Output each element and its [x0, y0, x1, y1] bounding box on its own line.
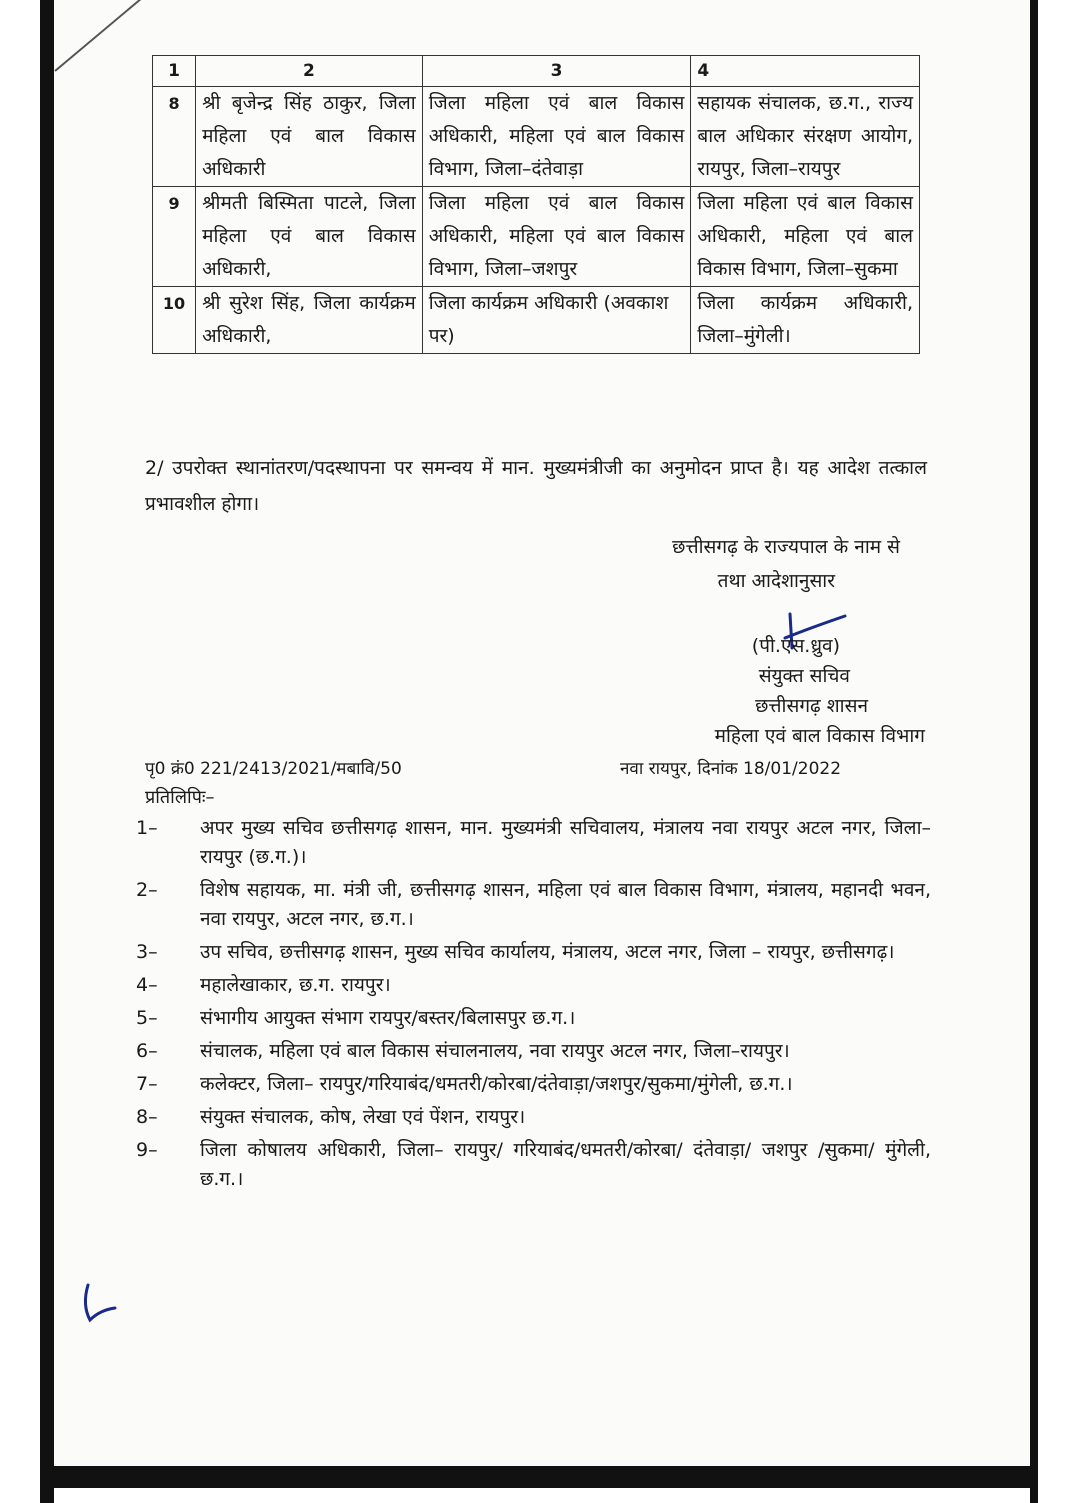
- table-header-row: [153, 56, 920, 87]
- signatory-designation: संयुक्त सचिव: [758, 665, 850, 687]
- handwritten-initial-mark: [80, 1280, 130, 1330]
- table-row: [153, 187, 920, 287]
- column-header: 4: [691, 56, 920, 87]
- copy-to-list: [136, 814, 931, 1198]
- column-header: 2: [196, 56, 423, 87]
- reference-number: पृ0 क्रं0 221/2413/2021/मबावि/50: [145, 759, 402, 779]
- list-item: 6– संचालक, महिला एवं बाल विकास संचालनालय, नवा रायपुर अटल नगर, जिला–रायपुर।: [136, 1040, 790, 1062]
- current-post: जिला महिला एवं बाल विकास अधिकारी, महिला एवं बाल विकास विभाग, जिला–दंतेवाड़ा: [422, 87, 691, 187]
- current-post: जिला महिला एवं बाल विकास अधिकारी, महिला एवं बाल विकास विभाग, जिला–जशपुर: [422, 187, 691, 287]
- list-item: 3– उप सचिव, छत्तीसगढ़ शासन, मुख्य सचिव कार्यालय, मंत्रालय, अटल नगर, जिला – रायपुर, छत्तीसगढ़।: [136, 941, 895, 963]
- signature-line-1: छत्तीसगढ़ के राज्यपाल के नाम से: [672, 536, 900, 558]
- new-post: जिला कार्यक्रम अधिकारी, जिला–मुंगेली।: [691, 287, 920, 354]
- scan-border-bottom: [40, 1466, 1038, 1488]
- new-post: जिला महिला एवं बाल विकास अधिकारी, महिला एवं बाल विकास विभाग, जिला–सुकमा: [691, 187, 920, 287]
- list-item: 7– कलेक्टर, जिला– रायपुर/गरियाबंद/धमतरी/कोरबा/दंतेवाड़ा/जशपुर/सुकमा/मुंगेली, छ.ग.।: [136, 1073, 793, 1095]
- row-number: 8: [153, 87, 196, 187]
- officer-name: श्रीमती बिस्मिता पाटले, जिला महिला एवं बाल विकास अधिकारी,: [196, 187, 423, 287]
- signatory-government: छत्तीसगढ़ शासन: [755, 695, 868, 717]
- list-item: 8– संयुक्त संचालक, कोष, लेखा एवं पेंशन, रायपुर।: [136, 1106, 526, 1128]
- approval-paragraph: 2/ उपरोक्त स्थानांतरण/पदस्थापना पर समन्वय में मान. मुख्यमंत्रीजी का अनुमोदन प्राप्त है। यह आदेश तत्काल प्रभावशील होगा।: [145, 457, 927, 515]
- table-row: [153, 87, 920, 187]
- place-date: नवा रायपुर, दिनांक 18/01/2022: [620, 759, 842, 779]
- signatory-name: (पी.एस.ध्रुव): [751, 635, 840, 657]
- copy-to-label: प्रतिलिपिः–: [145, 787, 215, 808]
- current-post: जिला कार्यक्रम अधिकारी (अवकाश पर): [422, 287, 691, 354]
- scan-border-right: [1030, 0, 1038, 1503]
- list-item: 2– विशेष सहायक, मा. मंत्री जी, छत्तीसगढ़ शासन, महिला एवं बाल विकास विभाग, मंत्रालय, महानदी भवन, नवा रायपुर, अटल नगर, छ.ग.।: [136, 879, 931, 930]
- signatory-department: महिला एवं बाल विकास विभाग: [714, 725, 925, 747]
- officer-name: श्री बृजेन्द्र सिंह ठाकुर, जिला महिला एवं बाल विकास अधिकारी: [196, 87, 423, 187]
- transfer-table: [152, 55, 920, 354]
- list-item: 9– जिला कोषालय अधिकारी, जिला– रायपुर/ गरियाबंद/धमतरी/कोरबा/ दंतेवाड़ा/ जशपुर /सुकमा/ मुंगेली, छ.ग.।: [136, 1139, 931, 1190]
- new-post: सहायक संचालक, छ.ग., राज्य बाल अधिकार संरक्षण आयोग, रायपुर, जिला–रायपुर: [691, 87, 920, 187]
- officer-name: श्री सुरेश सिंह, जिला कार्यक्रम अधिकारी,: [196, 287, 423, 354]
- table-row: [153, 287, 920, 354]
- list-item: 1– अपर मुख्य सचिव छत्तीसगढ़ शासन, मान. मुख्यमंत्री सचिवालय, मंत्रालय नवा रायपुर अटल नगर, जिला–रायपुर (छ.ग.)।: [136, 817, 931, 868]
- list-item: 4– महालेखाकार, छ.ग. रायपुर।: [136, 974, 391, 996]
- row-number: 9: [153, 187, 196, 287]
- list-item: 5– संभागीय आयुक्त संभाग रायपुर/बस्तर/बिलासपुर छ.ग.।: [136, 1007, 576, 1029]
- column-header: 1: [153, 56, 196, 87]
- signature-line-2: तथा आदेशानुसार: [717, 570, 835, 592]
- column-header: 3: [422, 56, 691, 87]
- row-number: 10: [153, 287, 196, 354]
- scan-border-left: [40, 0, 54, 1503]
